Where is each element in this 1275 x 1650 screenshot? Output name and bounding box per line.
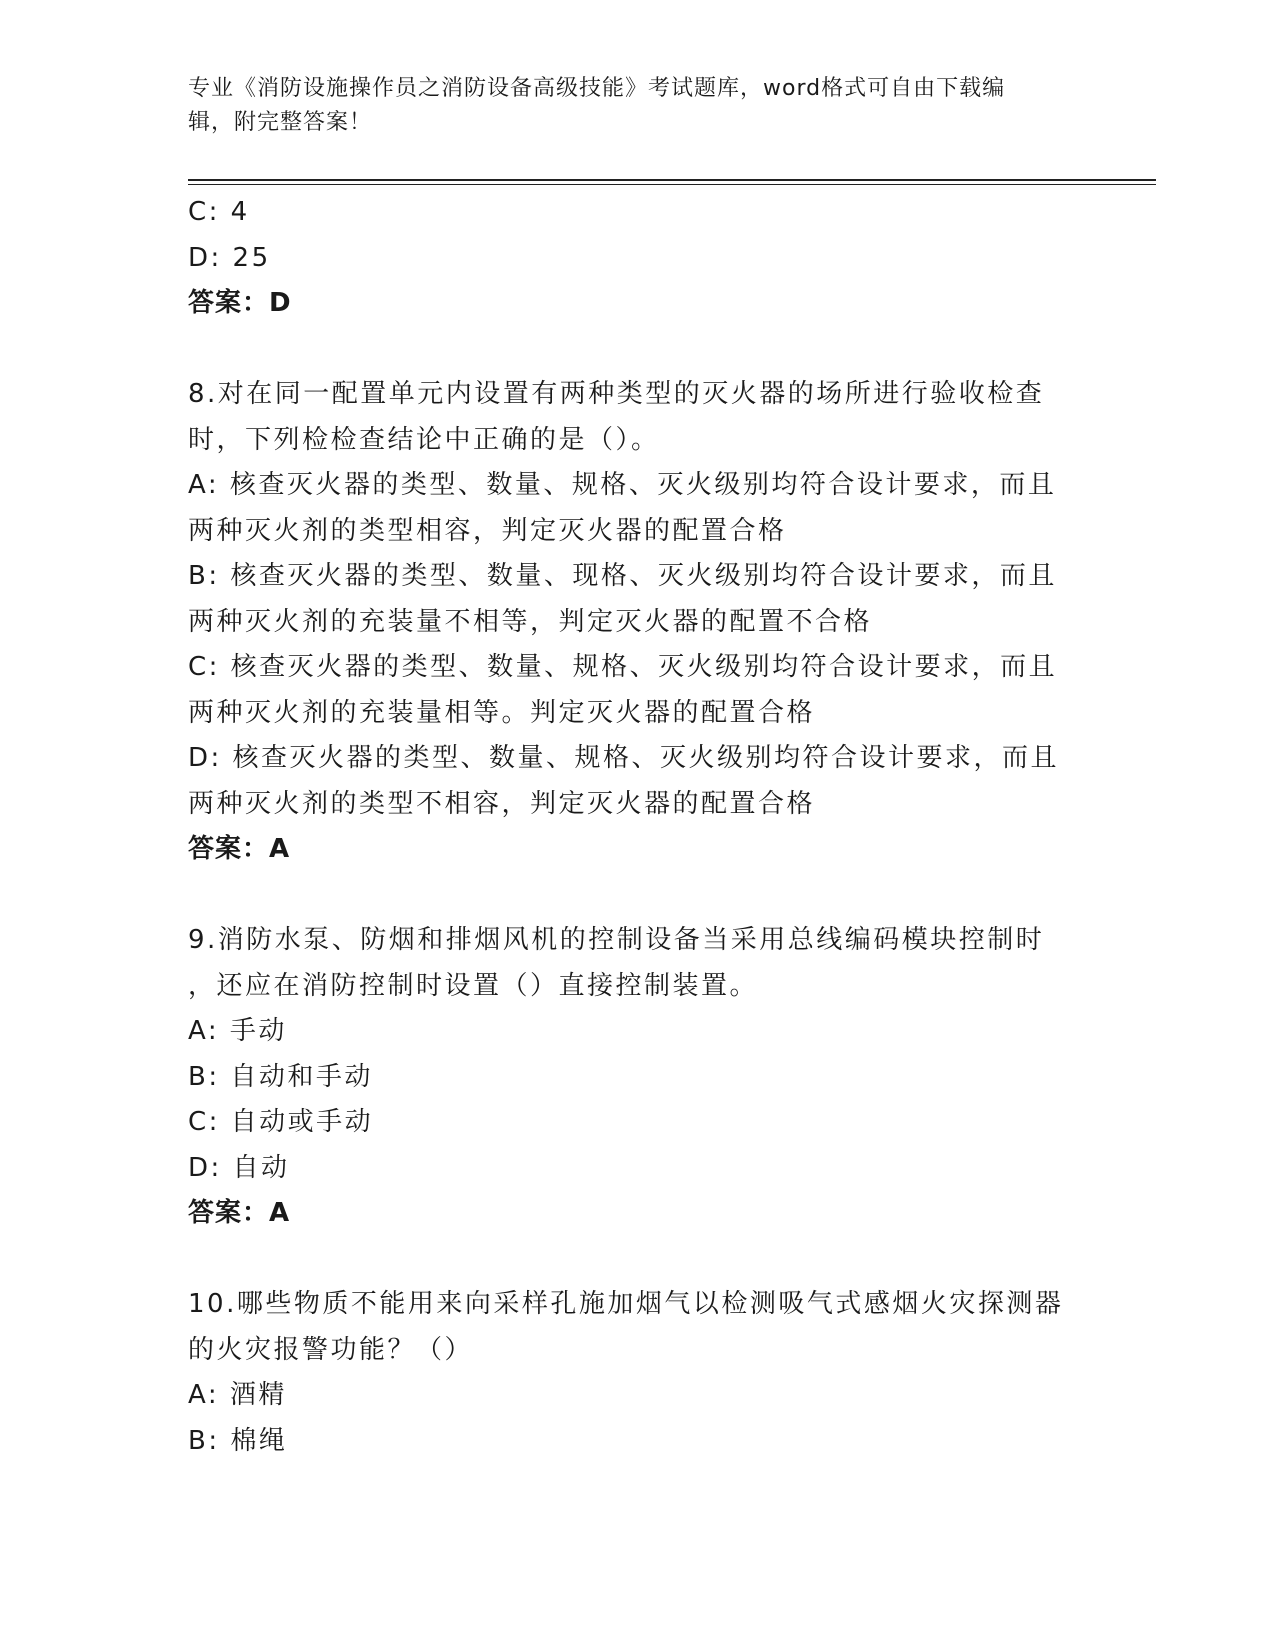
option-b: B: 核查灭火器的类型、数量、现格、灭火级别均符合设计要求，而且 — [188, 561, 1057, 591]
option-c: C: 自动或手动 — [188, 1107, 374, 1137]
question-stem: ，还应在消防控制时设置（）直接控制装置。 — [188, 970, 759, 1001]
spacer — [188, 873, 1088, 919]
option-c: C: 核查灭火器的类型、数量、规格、灭火级别均符合设计要求，而且 — [188, 652, 1058, 682]
question-stem: 10.哪些物质不能用来向采样孔施加烟气以检测吸气式感烟火灾探测器 — [188, 1289, 1064, 1319]
option-a: A: 核查灭火器的类型、数量、规格、灭火级别均符合设计要求，而且 — [188, 470, 1057, 500]
spacer — [188, 327, 1088, 373]
option-b: B: 自动和手动 — [188, 1061, 373, 1092]
option-d: D: 自动 — [188, 1152, 290, 1183]
document-header — [188, 72, 1088, 140]
question-stem: 时，下列检检查结论中正确的是（）。 — [188, 424, 660, 455]
question-9 — [188, 918, 1088, 1237]
option-a: A: 手动 — [188, 1016, 287, 1046]
option-b: B: 棉绳 — [188, 1425, 288, 1456]
header-line-2: 辑，附完整答案！ — [188, 110, 373, 135]
prev-option-d: D: 25 — [188, 242, 271, 273]
question-content — [188, 190, 1088, 1464]
spacer — [188, 1237, 1088, 1283]
question-stem: 的火灾报警功能？（） — [188, 1334, 474, 1365]
answer: 答案：A — [188, 834, 291, 864]
header-line-1: 专业《消防设施操作员之消防设备高级技能》考试题库，word格式可自由下载编 — [188, 76, 1006, 101]
option-a: 两种灭火剂的类型相容，判定灭火器的配置合格 — [188, 515, 787, 546]
option-c: 两种灭火剂的充装量相等。判定灭火器的配置合格 — [188, 697, 816, 728]
option-d: D: 核查灭火器的类型、数量、规格、灭火级别均符合设计要求，而且 — [188, 743, 1060, 773]
header-divider-thin — [188, 184, 1156, 185]
option-d: 两种灭火剂的类型不相容，判定灭火器的配置合格 — [188, 788, 816, 819]
answer: 答案：A — [188, 1198, 291, 1228]
question-10 — [188, 1282, 1088, 1464]
question-stem: 8.对在同一配置单元内设置有两种类型的灭火器的场所进行验收检查 — [188, 379, 1045, 409]
prev-answer: 答案：D — [188, 288, 292, 318]
option-a: A: 酒精 — [188, 1380, 287, 1410]
prev-option-c: C: 4 — [188, 197, 250, 227]
question-stem: 9.消防水泵、防烟和排烟风机的控制设备当采用总线编码模块控制时 — [188, 925, 1045, 955]
option-b: 两种灭火剂的充装量不相等，判定灭火器的配置不合格 — [188, 606, 873, 637]
question-8 — [188, 372, 1088, 873]
header-divider-thick — [188, 179, 1156, 181]
